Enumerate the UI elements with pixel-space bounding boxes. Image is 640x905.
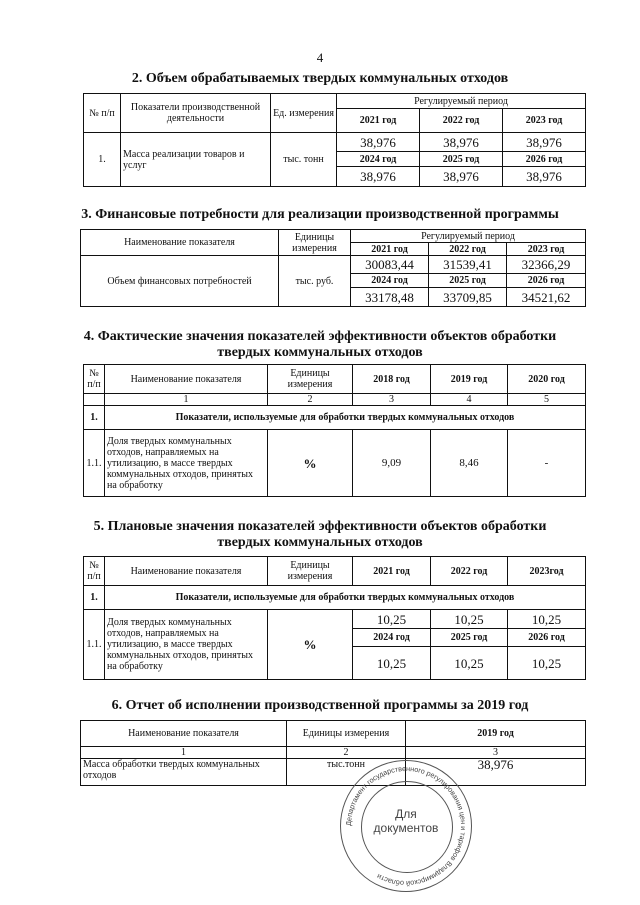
- s3-year: 2026 год: [507, 274, 586, 288]
- s3-value: 34521,62: [507, 288, 586, 307]
- s3-value: 33178,48: [351, 288, 429, 307]
- s2-value: 38,976: [337, 133, 420, 152]
- section-4-table: [83, 364, 586, 497]
- s3-row-unit: тыс. руб.: [279, 256, 351, 307]
- s4-row-unit: %: [268, 430, 353, 497]
- s3-year: 2023 год: [507, 243, 586, 256]
- s4-year: 2018 год: [353, 365, 431, 394]
- s3-year: 2022 год: [429, 243, 507, 256]
- s4-col-number: 5: [508, 394, 586, 406]
- s2-header-indicator: Показатели производственной деятельности: [121, 94, 271, 133]
- section-5-table: [83, 556, 586, 680]
- s5-year: 2023год: [508, 557, 586, 586]
- s4-col-number: 2: [268, 394, 353, 406]
- s4-col-number: 3: [353, 394, 431, 406]
- s3-header-unit: Единицы измерения: [279, 230, 351, 256]
- s5-header-name: Наименование показателя: [105, 557, 268, 586]
- s2-year: 2022 год: [420, 109, 503, 133]
- s2-value: 38,976: [420, 167, 503, 187]
- stamp-ring-textpath: Департамент государственного регулирования цен и тарифов Владимирской области: [343, 763, 469, 889]
- s6-header-unit: Единицы измерения: [287, 721, 406, 747]
- s4-header-num: № п/п: [84, 365, 105, 394]
- section-3-title: 3. Финансовые потребности для реализации производственной программы: [81, 207, 559, 222]
- s4-header-unit: Единицы измерения: [268, 365, 353, 394]
- s5-value: 10,25: [431, 647, 508, 680]
- s5-row-num: 1.1.: [84, 610, 105, 680]
- s4-col-number: 4: [431, 394, 508, 406]
- s2-year: 2026 год: [503, 152, 586, 167]
- section-5-title-line2: твердых коммунальных отходов: [217, 535, 423, 550]
- s5-year: 2025 год: [431, 629, 508, 647]
- s2-value: 38,976: [503, 167, 586, 187]
- s4-header-name: Наименование показателя: [105, 365, 268, 394]
- section-4-title-line2: твердых коммунальных отходов: [217, 345, 423, 360]
- stamp-label: [341, 807, 471, 835]
- s2-value: 38,976: [503, 133, 586, 152]
- s5-value: 10,25: [508, 647, 586, 680]
- s2-year: 2025 год: [420, 152, 503, 167]
- s6-col-number: 2: [287, 747, 406, 759]
- page-number: 4: [316, 50, 324, 65]
- s3-header-name: Наименование показателя: [81, 230, 279, 256]
- s2-header-unit: Ед. измерения: [271, 94, 337, 133]
- section-6-table: [80, 720, 586, 786]
- document-stamp: [340, 760, 472, 892]
- s6-header-year: 2019 год: [406, 721, 586, 747]
- s2-row-num: 1.: [84, 133, 121, 187]
- s6-row-unit: тыс.тонн: [287, 759, 406, 786]
- section-5-title-line1: 5. Плановые значения показателей эффективности объектов обработки: [93, 519, 547, 534]
- s5-year: 2021 год: [353, 557, 431, 586]
- s5-row-name: Доля твердых коммунальных отходов, направляемых на утилизацию, в массе твердых коммунальных отходов, принятых на обработку: [105, 610, 268, 680]
- s5-header-num: № п/п: [84, 557, 105, 586]
- s2-value: 38,976: [420, 133, 503, 152]
- s3-value: 31539,41: [429, 256, 507, 274]
- s4-value: -: [508, 430, 586, 497]
- s6-header-name: Наименование показателя: [81, 721, 287, 747]
- s4-value: 8,46: [431, 430, 508, 497]
- s2-year: 2021 год: [337, 109, 420, 133]
- s4-row-num: 1.1.: [84, 430, 105, 497]
- s6-col-number: 3: [406, 747, 586, 759]
- s3-value: 30083,44: [351, 256, 429, 274]
- s5-year: 2024 год: [353, 629, 431, 647]
- s2-year: 2023 год: [503, 109, 586, 133]
- s3-row-name: Объем финансовых потребностей: [81, 256, 279, 307]
- s3-value: 33709,85: [429, 288, 507, 307]
- s4-value: 9,09: [353, 430, 431, 497]
- s6-value: 38,976: [406, 759, 586, 786]
- s4-year: 2020 год: [508, 365, 586, 394]
- s3-year: 2024 год: [351, 274, 429, 288]
- s5-value: 10,25: [508, 610, 586, 629]
- s5-value: 10,25: [353, 647, 431, 680]
- s6-col-number: 1: [81, 747, 287, 759]
- s5-group-num: 1.: [84, 586, 105, 610]
- s5-group-label: Показатели, используемые для обработки твердых коммунальных отходов: [105, 586, 586, 610]
- s4-group-label: Показатели, используемые для обработки твердых коммунальных отходов: [105, 406, 586, 430]
- s2-value: 38,976: [337, 167, 420, 187]
- s4-year: 2019 год: [431, 365, 508, 394]
- s5-header-unit: Единицы измерения: [268, 557, 353, 586]
- section-2-table: [83, 93, 586, 187]
- stamp-label-line1: Для: [395, 807, 417, 821]
- s6-row-name: Масса обработки твердых коммунальных отходов: [81, 759, 287, 786]
- s2-row-name: Масса реализации товаров и услуг: [121, 133, 271, 187]
- s2-row-unit: тыс. тонн: [271, 133, 337, 187]
- s3-year: 2021 год: [351, 243, 429, 256]
- section-2-title: 2. Объем обрабатываемых твердых коммунальных отходов: [131, 71, 509, 86]
- s5-year: 2022 год: [431, 557, 508, 586]
- s5-value: 10,25: [431, 610, 508, 629]
- section-6-title: 6. Отчет об исполнении производственной программы за 2019 год: [111, 698, 529, 713]
- s3-year: 2025 год: [429, 274, 507, 288]
- s4-group-num: 1.: [84, 406, 105, 430]
- section-4-title-line1: 4. Фактические значения показателей эффективности объектов обработки: [83, 329, 557, 344]
- s5-value: 10,25: [353, 610, 431, 629]
- s2-year: 2024 год: [337, 152, 420, 167]
- s3-header-period: Регулируемый период: [351, 230, 586, 243]
- s2-header-period: Регулируемый период: [337, 94, 586, 109]
- section-3-table: [80, 229, 586, 307]
- stamp-label-line2: документов: [373, 821, 439, 835]
- s5-year: 2026 год: [508, 629, 586, 647]
- s4-row-name: Доля твердых коммунальных отходов, направляемых на утилизацию, в массе твердых коммунальных отходов, принятых на обработку: [105, 430, 268, 497]
- s2-header-num: № п/п: [84, 94, 121, 133]
- s3-value: 32366,29: [507, 256, 586, 274]
- s5-row-unit: %: [268, 610, 353, 680]
- s4-col-number: 1: [105, 394, 268, 406]
